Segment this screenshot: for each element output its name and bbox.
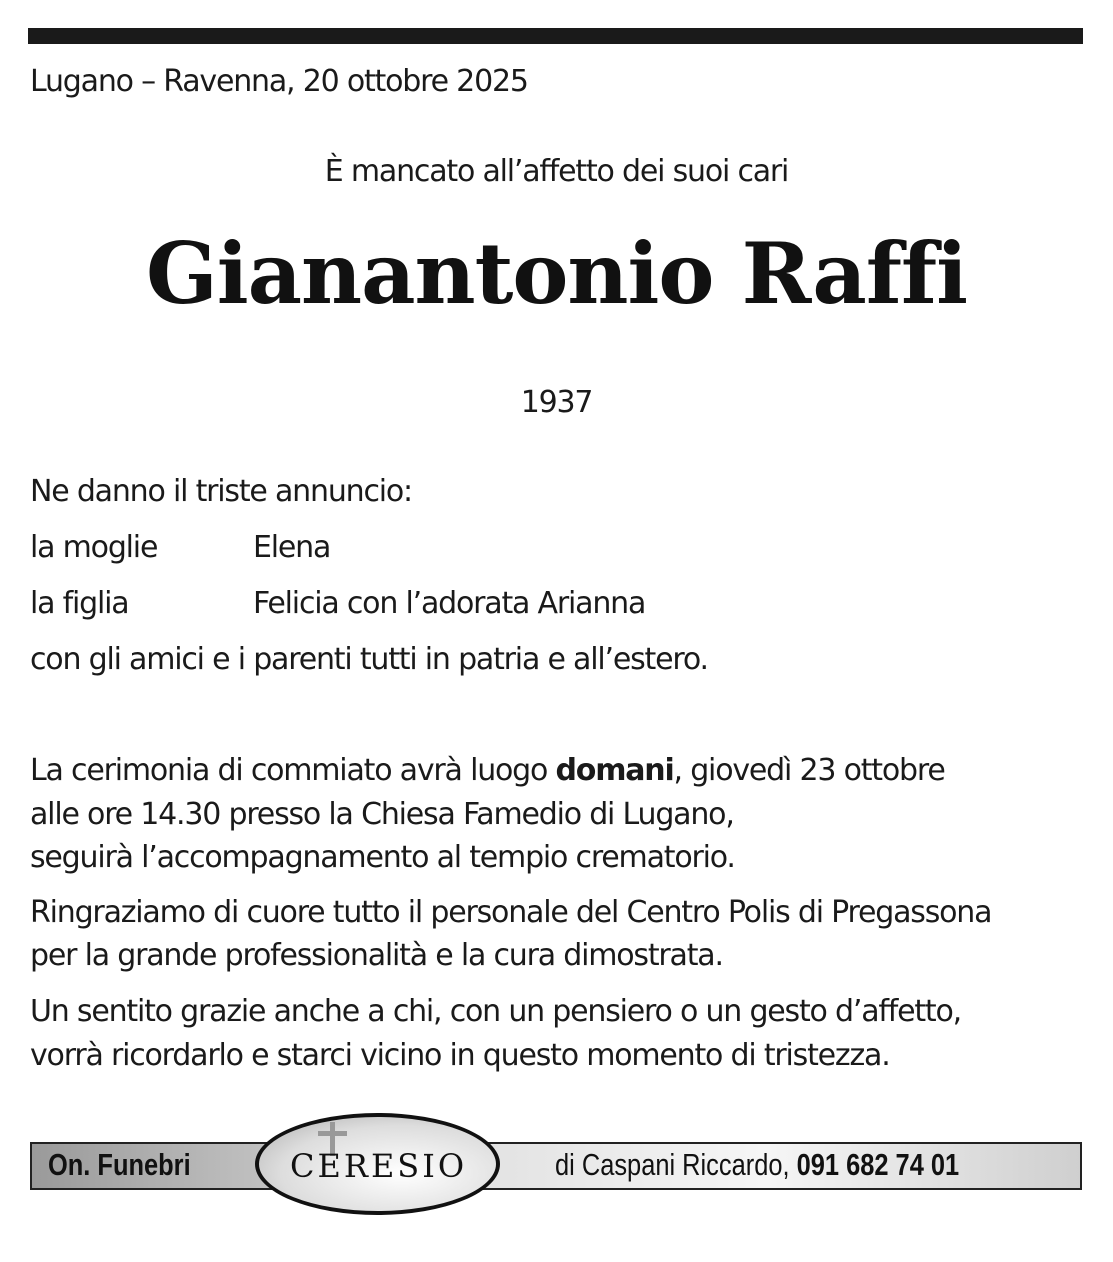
relation-label: la figlia xyxy=(30,586,129,621)
funeral-label: On. Funebri xyxy=(48,1147,191,1182)
birth-year: 1937 xyxy=(520,385,593,420)
place-date: Lugano – Ravenna, 20 ottobre 2025 xyxy=(30,64,528,99)
ceremony-text: La cerimonia di commiato avrà luogo xyxy=(30,753,556,788)
thanks-line: Un sentito grazie anche a chi, con un pensiero o un gesto d’affetto, xyxy=(30,994,961,1029)
funeral-contact xyxy=(555,1147,959,1183)
relative-names: Elena xyxy=(253,530,331,565)
announcement-lead: Ne danno il triste annuncio: xyxy=(30,474,412,509)
ceremony-line: seguirà l’accompagnamento al tempio crematorio. xyxy=(30,840,735,875)
deceased-name: Gianantonio Raffi xyxy=(145,224,968,323)
relative-names: Felicia con l’adorata Arianna xyxy=(253,586,646,621)
ceremony-line xyxy=(30,753,945,789)
others-line: con gli amici e i parenti tutti in patria e all’estero. xyxy=(30,642,708,677)
ceremony-emphasis: domani xyxy=(555,753,674,788)
ceremony-text: , giovedì 23 ottobre xyxy=(673,753,945,788)
thanks-line: vorrà ricordarlo e starci vicino in questo momento di tristezza. xyxy=(30,1038,890,1073)
phone-number: 091 682 74 01 xyxy=(796,1147,960,1182)
thanks-line: per la grande professionalità e la cura dimostrata. xyxy=(30,938,723,973)
relation-label: la moglie xyxy=(30,530,158,565)
top-rule xyxy=(28,28,1083,44)
thanks-line: Ringraziamo di cuore tutto il personale del Centro Polis di Pregassona xyxy=(30,895,992,930)
intro-line: È mancato all’affetto dei suoi cari xyxy=(324,154,789,189)
cross-icon-bar xyxy=(318,1131,347,1136)
ceremony-line: alle ore 14.30 presso la Chiesa Famedio di Lugano, xyxy=(30,797,734,832)
owner-name: di Caspani Riccardo, xyxy=(555,1147,797,1182)
logo-text: CERESIO xyxy=(290,1147,468,1185)
